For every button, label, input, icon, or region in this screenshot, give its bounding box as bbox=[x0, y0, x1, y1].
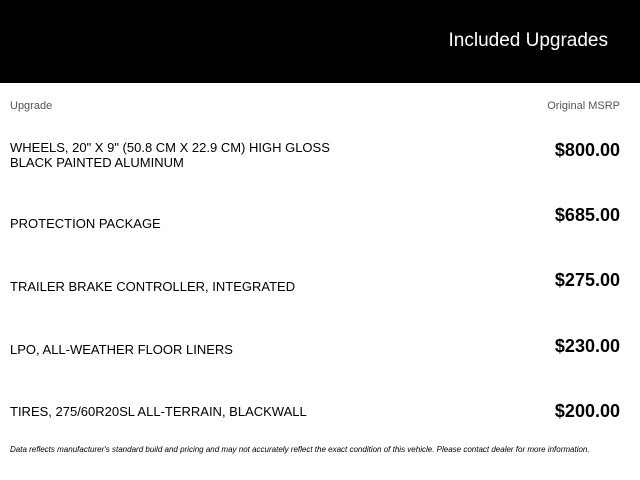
column-header-msrp: Original MSRP bbox=[547, 100, 620, 112]
upgrade-price: $230.00 bbox=[554, 336, 620, 356]
upgrade-price: $685.00 bbox=[554, 205, 620, 225]
upgrade-name: LPO, ALL-WEATHER FLOOR LINERS bbox=[10, 342, 233, 357]
upgrade-name: WHEELS, 20" X 9" (50.8 CM X 22.9 CM) HIGH GLOSS BLACK PAINTED ALUMINUM bbox=[10, 140, 330, 170]
column-header-upgrade: Upgrade bbox=[10, 100, 53, 112]
disclaimer-text: Data reflects manufacturer's standard build and pricing and may not accurately reflect the exact condition of this vehicle. Please contact dealer for more information. bbox=[10, 445, 590, 454]
header-bar bbox=[0, 0, 640, 83]
upgrade-price: $800.00 bbox=[554, 140, 620, 160]
upgrade-price: $275.00 bbox=[554, 270, 620, 290]
upgrade-name: PROTECTION PACKAGE bbox=[10, 216, 161, 231]
upgrade-price: $200.00 bbox=[554, 401, 620, 421]
upgrade-name: TIRES, 275/60R20SL ALL-TERRAIN, BLACKWALL bbox=[10, 404, 307, 419]
upgrade-name: TRAILER BRAKE CONTROLLER, INTEGRATED bbox=[10, 279, 296, 294]
page-title: Included Upgrades bbox=[448, 30, 608, 51]
